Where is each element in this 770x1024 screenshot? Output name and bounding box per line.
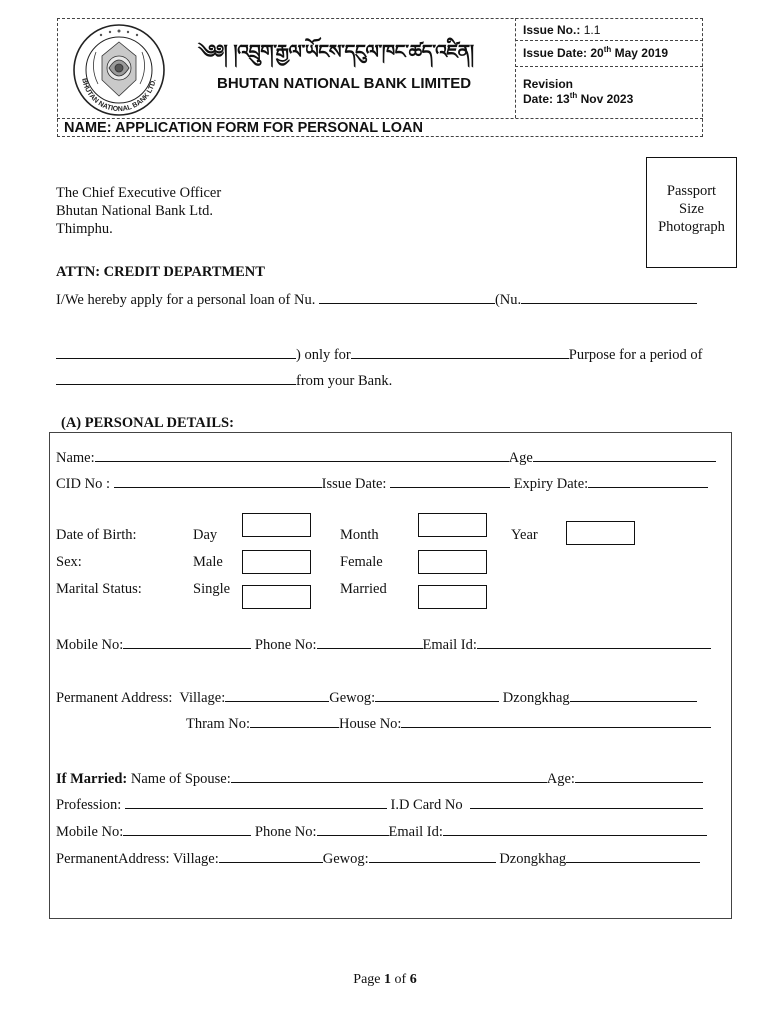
attn-line: ATTN: CREDIT DEPARTMENT — [56, 264, 265, 280]
header-divider — [515, 18, 516, 118]
month-box[interactable] — [418, 513, 487, 537]
section-a-title: (A) PERSONAL DETAILS: — [61, 415, 234, 431]
loan-amount-cont-field[interactable] — [56, 345, 296, 359]
issue-date-field[interactable] — [390, 474, 510, 488]
year-label: Year — [511, 527, 538, 543]
spouse-dzongkhag-field[interactable] — [566, 849, 700, 863]
form-name: NAME: APPLICATION FORM FOR PERSONAL LOAN — [64, 120, 424, 136]
female-label: Female — [340, 554, 383, 570]
gewog-field[interactable] — [375, 688, 499, 702]
mobile-field[interactable] — [123, 635, 251, 649]
dzongkhag-field[interactable] — [570, 688, 697, 702]
logo-ring-text: BHUTAN NATIONAL BANK LTD. — [80, 77, 158, 114]
single-label: Single — [193, 581, 231, 597]
age-field[interactable] — [533, 448, 716, 462]
photo-label: Passport Size Photograph — [658, 183, 725, 235]
name-field[interactable] — [95, 448, 509, 462]
phone-field[interactable] — [317, 635, 423, 649]
spouse-contact-row: Mobile No: Phone No: Email Id: — [56, 822, 707, 841]
profession-row: Profession: I.D Card No — [56, 795, 703, 814]
thram-field[interactable] — [250, 714, 339, 728]
cid-field[interactable] — [114, 474, 322, 488]
issue-date: Issue Date: 20th May 2019 — [523, 45, 668, 60]
personal-details-box — [49, 432, 732, 919]
male-label: Male — [193, 554, 223, 570]
loan-amount-line: I/We hereby apply for a personal loan of Nu. (Nu. — [56, 290, 697, 309]
period-line: from your Bank. — [56, 371, 392, 390]
spouse-age-field[interactable] — [575, 769, 703, 783]
issue-no: Issue No.: 1.1 — [523, 23, 601, 37]
name-row: Name: Age — [56, 448, 716, 467]
spouse-gewog-field[interactable] — [369, 849, 496, 863]
marital-label: Marital Status: — [56, 581, 142, 597]
header-divider — [57, 118, 703, 119]
spouse-email-field[interactable] — [443, 822, 707, 836]
spouse-address-row: PermanentAddress: Village: Gewog: Dzongkhag — [56, 849, 700, 868]
spouse-name-field[interactable] — [231, 769, 547, 783]
expiry-date-field[interactable] — [588, 474, 708, 488]
loan-amount-field[interactable] — [319, 290, 495, 304]
header-divider — [515, 40, 703, 41]
single-checkbox[interactable] — [242, 585, 311, 609]
id-card-field[interactable] — [470, 795, 703, 809]
addressee: The Chief Executive Officer Bhutan National Bank Ltd. Thimphu. — [56, 185, 222, 237]
spouse-phone-field[interactable] — [317, 822, 389, 836]
dob-label: Date of Birth: — [56, 527, 137, 543]
tibetan-title: ༄༅། །འབྲུག་རྒྱལ་ཡོངས་དངུལ་ཁང་ཚད་འཛིན། — [198, 41, 474, 63]
page-number: Page 1 of 6 — [353, 972, 417, 987]
year-box[interactable] — [566, 521, 635, 545]
day-label: Day — [193, 527, 218, 543]
spouse-mobile-field[interactable] — [123, 822, 251, 836]
male-checkbox[interactable] — [242, 550, 311, 574]
female-checkbox[interactable] — [418, 550, 487, 574]
loan-amount-words-field[interactable] — [521, 290, 697, 304]
contact-row: Mobile No: Phone No: Email Id: — [56, 635, 711, 654]
married-checkbox[interactable] — [418, 585, 487, 609]
day-box[interactable] — [242, 513, 311, 537]
spouse-village-field[interactable] — [219, 849, 323, 863]
revision-date: Date: 13th Nov 2023 — [523, 91, 634, 106]
month-label: Month — [340, 527, 379, 543]
revision-label: Revision — [523, 77, 574, 91]
email-field[interactable] — [477, 635, 711, 649]
permanent-address-row: Permanent Address: Village: Gewog: Dzongkhag — [56, 688, 697, 707]
bank-name: BHUTAN NATIONAL BANK LIMITED — [217, 75, 472, 92]
house-field[interactable] — [401, 714, 711, 728]
header-divider — [515, 66, 703, 67]
profession-field[interactable] — [125, 795, 387, 809]
sex-label: Sex: — [56, 554, 82, 570]
loan-period-field[interactable] — [56, 371, 296, 385]
purpose-line: ) only for Purpose for a period of — [56, 345, 702, 364]
spouse-row: If Married: Name of Spouse: Age: — [56, 769, 703, 788]
purpose-field[interactable] — [351, 345, 569, 359]
bank-logo — [70, 22, 168, 118]
married-label: Married — [340, 581, 387, 597]
thram-row: Thram No: House No: — [186, 714, 711, 733]
cid-row: CID No : Issue Date: Expiry Date: — [56, 474, 708, 493]
village-field[interactable] — [225, 688, 329, 702]
